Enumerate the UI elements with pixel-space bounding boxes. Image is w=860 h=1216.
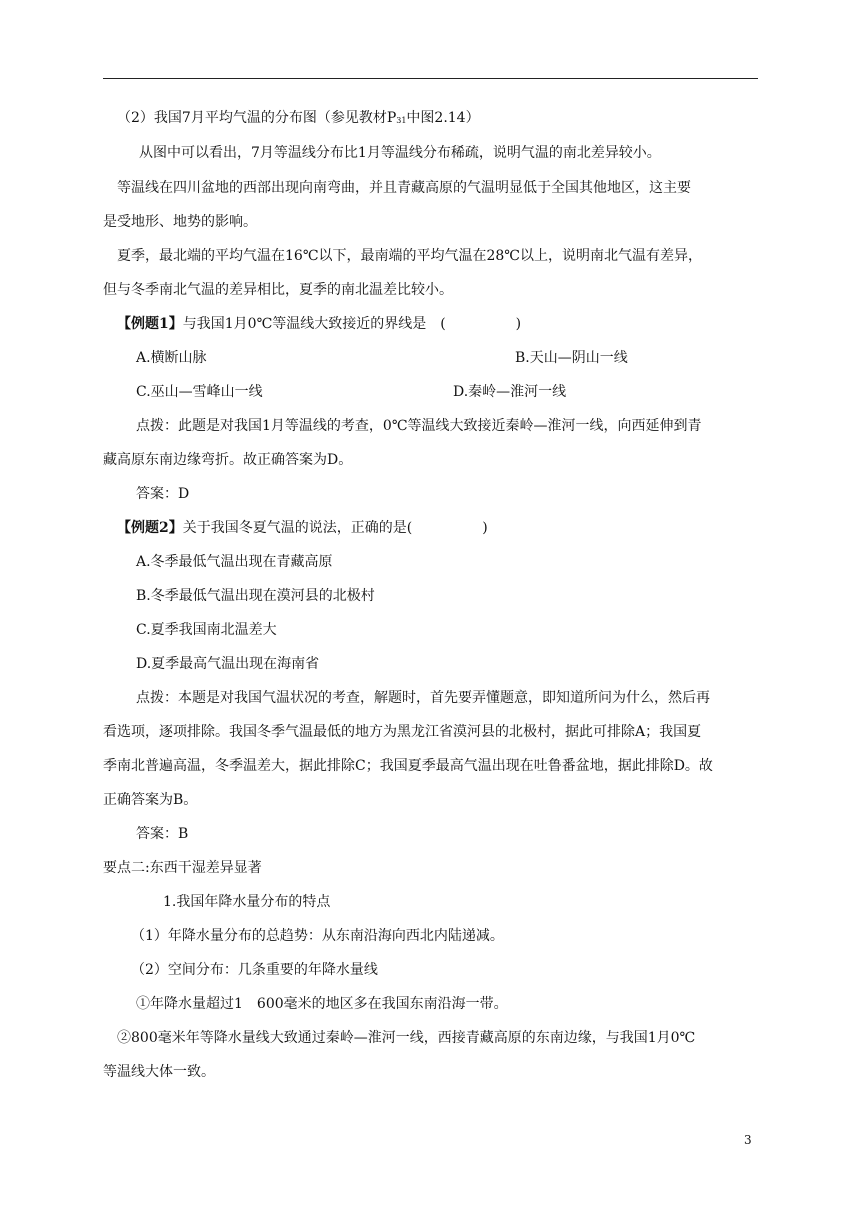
paragraph: 从图中可以看出，7月等温线分布比1月等温线分布稀疏，说明气温的南北差异较小。 bbox=[139, 145, 661, 161]
hint: 点拨：此题是对我国1月等温线的考查，0℃等温线大致接近秦岭—淮河一线，向西延伸到青 bbox=[136, 418, 702, 434]
paragraph: 等温线在四川盆地的西部出现向南弯曲，并且青藏高原的气温明显低于全国其他地区，这主要 bbox=[117, 180, 691, 196]
option-b: B.冬季最低气温出现在漠河县的北极村 bbox=[136, 588, 375, 604]
option-d: D.秦岭—淮河一线 bbox=[453, 384, 567, 400]
paragraph: 是受地形、地势的影响。 bbox=[103, 214, 257, 230]
hint: 看选项，逐项排除。我国冬季气温最低的地方为黑龙江省漠河县的北极村，据此可排除A；我国夏 bbox=[103, 724, 702, 740]
hint: 季南北普遍高温，冬季温差大，据此排除C；我国夏季最高气温出现在吐鲁番盆地，据此排除D。故 bbox=[103, 758, 713, 774]
example-2-question: 【例题2】关于我国冬夏气温的说法，正确的是( ) bbox=[117, 520, 488, 536]
option-c: C.巫山—雪峰山一线 bbox=[136, 384, 263, 400]
section-title: 要点二:东西干湿差异显著 bbox=[103, 860, 262, 876]
header-rule bbox=[103, 78, 758, 79]
example-label: 【例题1】 bbox=[117, 316, 183, 332]
answer: 答案：B bbox=[136, 826, 189, 842]
page-number: 3 bbox=[744, 1133, 752, 1147]
paragraph: 但与冬季南北气温的差异相比，夏季的南北温差比较小。 bbox=[103, 282, 453, 298]
hint: 点拨：本题是对我国气温状况的考查，解题时，首先要弄懂题意，即知道所问为什么，然后再 bbox=[136, 690, 710, 706]
option-c: C.夏季我国南北温差大 bbox=[136, 622, 277, 638]
subsection-title: 1.我国年降水量分布的特点 bbox=[163, 894, 331, 910]
answer: 答案：D bbox=[136, 486, 190, 502]
paragraph: 夏季，最北端的平均气温在16℃以下，最南端的平均气温在28℃以上，说明南北气温有差异， bbox=[117, 248, 702, 264]
list-item: ②800毫米年等降水量线大致通过秦岭—淮河一线，西接青藏高原的东南边缘，与我国1月0℃ bbox=[117, 1030, 696, 1046]
option-d: D.夏季最高气温出现在海南省 bbox=[136, 656, 320, 672]
list-item: 等温线大体一致。 bbox=[103, 1064, 215, 1080]
hint: 藏高原东南边缘弯折。故正确答案为D。 bbox=[103, 452, 353, 468]
section-heading-july: （2）我国7月平均气温的分布图（参见教材$P_{31}$中图2.14） bbox=[117, 110, 480, 126]
option-a: A.冬季最低气温出现在青藏高原 bbox=[136, 554, 333, 570]
example-1-question: 【例题1】与我国1月0℃等温线大致接近的界线是 ( ) bbox=[117, 316, 522, 332]
list-item: （1）年降水量分布的总趋势：从东南沿海向西北内陆递减。 bbox=[131, 928, 504, 944]
option-b: B.天山—阴山一线 bbox=[515, 350, 628, 366]
hint: 正确答案为B。 bbox=[103, 792, 198, 808]
example-label: 【例题2】 bbox=[117, 520, 183, 536]
list-item: ①年降水量超过1 600毫米的地区多在我国东南沿海一带。 bbox=[136, 996, 508, 1012]
list-item: （2）空间分布：几条重要的年降水量线 bbox=[131, 962, 378, 978]
option-a: A.横断山脉 bbox=[136, 350, 207, 366]
